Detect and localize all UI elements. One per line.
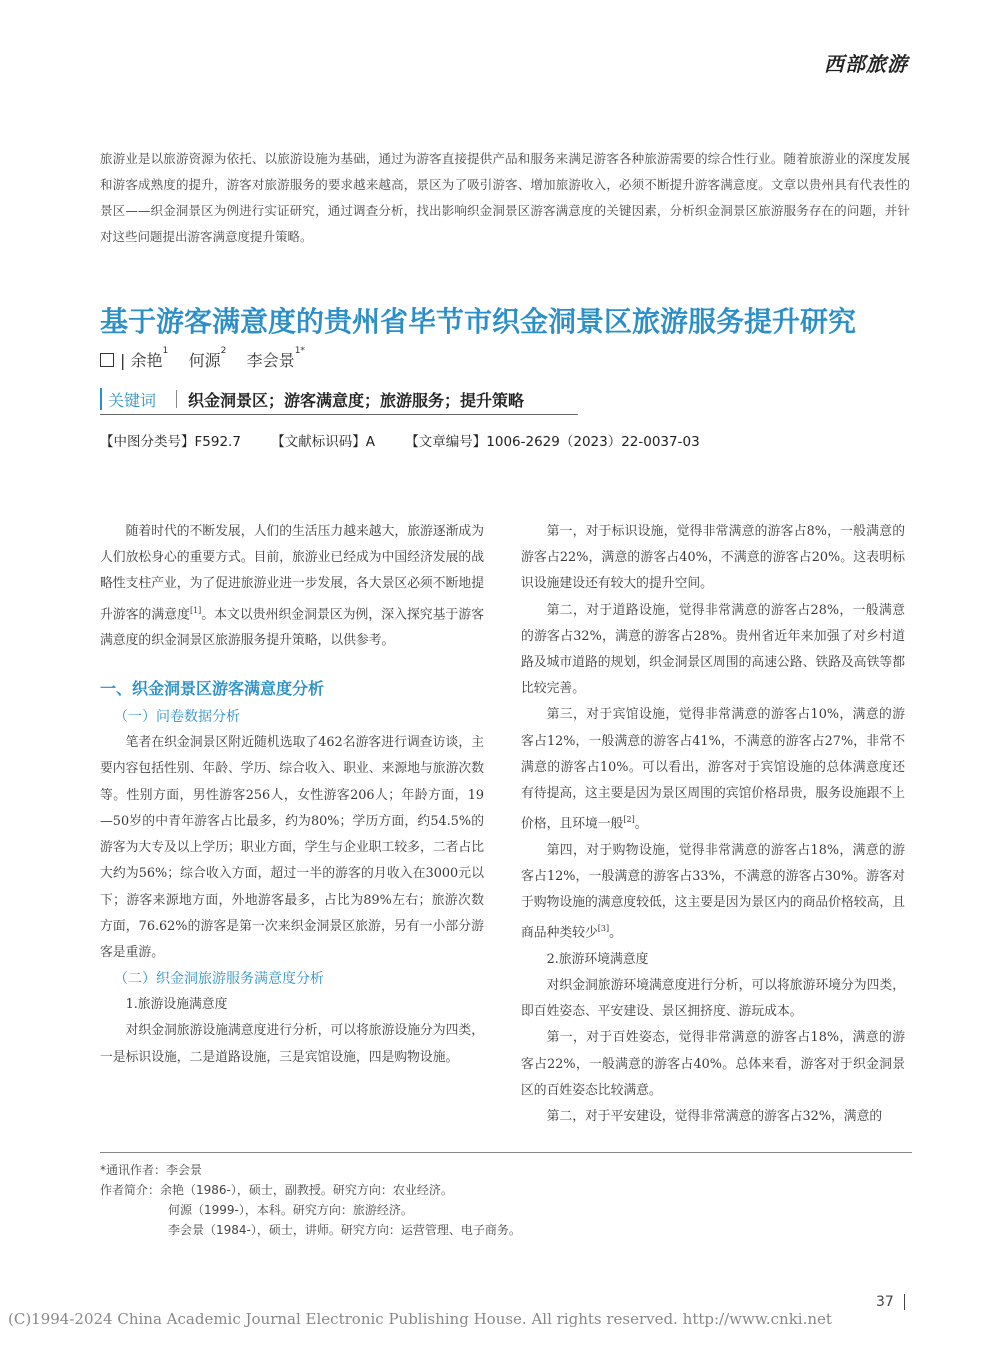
environment-paragraph: 对织金洞旅游环境满意度进行分析，可以将旅游环境分为四类，即百姓姿态、平安建设、景区拥挤度、游玩成本。 [521, 977, 905, 1020]
abstract: 旅游业是以旅游资源为依托、以旅游设施为基础，通过为游客直接提供产品和服务来满足游客各种旅游需要的综合性行业。随着旅游业的深度发展和游客成熟度的提升，游客对旅游服务的要求越来越高，景区为了吸引游客、增加旅游收入，必须不断提升游客满意度。文章以贵州具有代表性的景区——织金洞景区为例进行实证研究，通过调查分析，找出影响织金洞景区游客满意度的关键因素，分析织金洞景区旅游服务存在的问题，并针对这些问题提出游客满意度提升策略。 [100, 151, 910, 244]
page-number: 37 [876, 1294, 894, 1310]
author-2-affil: 2 [220, 346, 227, 356]
article-number: 【文章编号】1006-2629（2023）22-0037-03 [405, 434, 700, 450]
intro-paragraph: 随着时代的不断发展，人们的生活压力越来越大，旅游逐渐成为人们放松身心的重要方式。目前，旅游业已经成为中国经济发展的战略性支柱产业，为了促进旅游业进一步发展，各大景区必须不断地提升游客的满意度[1]。本文以贵州织金洞景区为例，深入探究基于游客满意度的织金洞景区旅游服务提升策略，以供参考。 [100, 524, 485, 649]
result-safety: 第二，对于平安建设，觉得非常满意的游客占32%，满意的 [546, 1109, 883, 1124]
clc-number: 【中图分类号】F592.7 [100, 434, 241, 450]
citation-3: [3] [597, 924, 610, 934]
subsection-heading-1: （一）问卷数据分析 [114, 709, 240, 726]
result-shopping: 第四，对于购物设施，觉得非常满意的游客占18%，满意的游客占12%，一般满意的游客占33%，不满意的游客占30%。游客对于购物设施的满意度较低，这主要是因为景区内的商品价格较高，且商品种类较少[3]。 [521, 842, 905, 941]
sub-heading-facility: 1.旅游设施满意度 [125, 997, 228, 1013]
author-bio-1: 作者简介：余艳（1986-），硕士，副教授。研究方向：农业经济。 [100, 1183, 453, 1197]
author-bio-2: 何源（1999-），本科。研究方向：旅游经济。 [168, 1203, 413, 1217]
result-residents: 第一，对于百姓姿态，觉得非常满意的游客占18%，满意的游客占22%，一般满意的游客占40%。总体来看，游客对于织金洞景区的百姓姿态比较满意。 [521, 1030, 905, 1098]
document-code: 【文献标识码】A [271, 434, 375, 450]
author-2: 何源 [188, 351, 221, 370]
article-title: 基于游客满意度的贵州省毕节市织金洞景区旅游服务提升研究 [100, 305, 857, 338]
facility-paragraph: 对织金洞旅游设施满意度进行分析，可以将旅游设施分为四类，一是标识设施，二是道路设施，三是宾馆设施，四是购物设施。 [100, 1023, 484, 1065]
keywords-divider [176, 390, 177, 408]
keywords-label: 关键词 [108, 391, 157, 410]
page-number-bar [904, 1294, 905, 1310]
author-3: 李会景 [246, 351, 295, 370]
footnote-divider [100, 1152, 912, 1153]
author-bio-3: 李会景（1984-），硕士，讲师。研究方向：运营管理、电子商务。 [168, 1223, 521, 1237]
copyright-watermark: (C)1994-2024 China Academic Journal Electronic Publishing House. All rights reserved. http://www.cnki.net [8, 1310, 832, 1328]
author-line [100, 348, 305, 371]
survey-paragraph: 笔者在织金洞景区附近随机选取了462名游客进行调查访谈，主要内容包括性别、年龄、学历、综合收入、职业、来源地与旅游次数等。性别方面，男性游客256人，女性游客206人；年龄方面，19—50岁的中青年游客占比最多，约为80%；学历方面，约54.5%的游客为大专及以上学历；职业方面，学生与企业职工较多，二者占比大约为56%；综合收入方面，超过一半的游客的月收入在3000元以下；游客来源地方面，外地游客最多，占比为89%左右；旅游次数方面，76.62%的游客是第一次来织金洞景区旅游，另有一小部分游客是重游。 [100, 735, 484, 960]
subsection-heading-2: （二）织金洞旅游服务满意度分析 [114, 971, 324, 988]
author-1: 余艳 [130, 351, 163, 370]
citation-1: [1] [189, 605, 202, 615]
keywords-box [100, 384, 578, 415]
journal-name: 西部旅游 [824, 52, 908, 76]
sub-heading-environment: 2.旅游环境满意度 [546, 951, 649, 967]
result-road: 第二，对于道路设施，觉得非常满意的游客占28%，一般满意的游客占32%，满意的游客占28%。贵州省近年来加强了对乡村道路及城市道路的规划，织金洞景区周围的高速公路、铁路及高铁等都比较完善。 [521, 602, 905, 697]
keywords-values: 织金洞景区；游客满意度；旅游服务；提升策略 [188, 391, 525, 410]
footnotes [100, 1160, 800, 1240]
result-sign: 第一，对于标识设施，觉得非常满意的游客占8%，一般满意的游客占22%，满意的游客占40%，不满意的游客占20%。这表明标识设施建设还有较大的提升空间。 [521, 524, 905, 592]
citation-2: [2] [623, 815, 635, 825]
author-3-affil: 1* [294, 346, 305, 356]
author-separator: | [120, 351, 126, 370]
keyword-accent-bar [100, 388, 102, 410]
square-icon [100, 353, 114, 367]
left-column [100, 519, 484, 1071]
classification-line [100, 430, 726, 450]
corresponding-author: *通讯作者：李会景 [100, 1163, 203, 1177]
right-column [521, 519, 905, 1130]
author-1-affil: 1 [162, 346, 169, 356]
section-heading-1: 一、织金洞景区游客满意度分析 [100, 679, 325, 699]
result-hotel: 第三，对于宾馆设施，觉得非常满意的游客占10%，满意的游客占12%，一般满意的游客占41%，不满意的游客占27%，非常不满意的游客占10%。可以看出，游客对于宾馆设施的总体满意度还有待提高，这主要是因为景区周围的宾馆价格昂贵，服务设施跟不上价格，且环境一般[2]。 [521, 707, 905, 832]
